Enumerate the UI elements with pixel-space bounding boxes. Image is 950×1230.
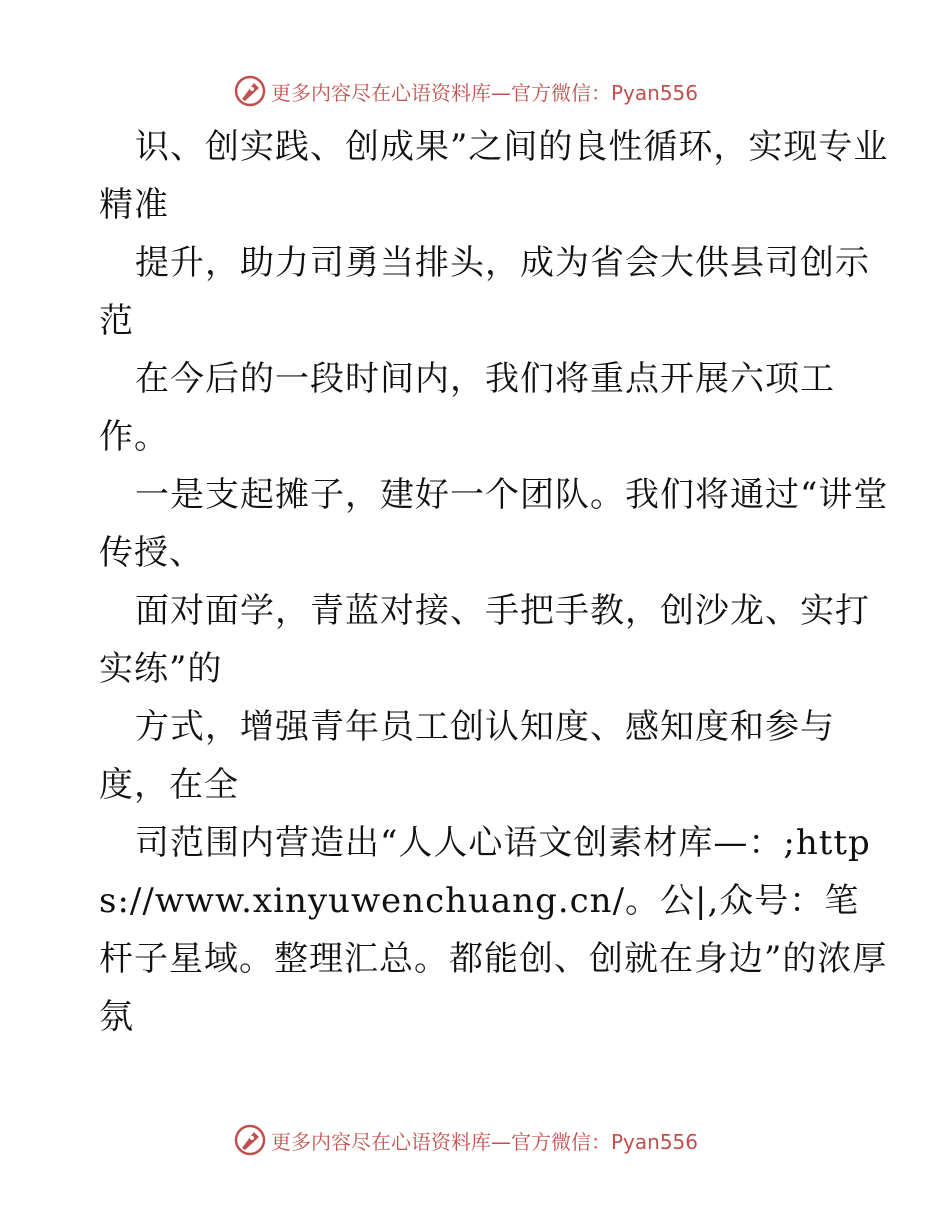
paragraph: 识、创实践、创成果”之间的良性循环，实现专业精准 bbox=[99, 127, 889, 225]
paragraph: 方式，增强青年员工创认知度、感知度和参与度，在全 bbox=[99, 707, 835, 805]
footer-banner bbox=[233, 1120, 698, 1160]
pen-nib-logo-icon bbox=[233, 74, 267, 108]
document-body bbox=[99, 118, 889, 1046]
paragraph: 在今后的一段时间内，我们将重点开展六项工作。 bbox=[99, 359, 835, 457]
header-banner-text: 更多内容尽在心语资料库—官方微信：Pyan556 bbox=[271, 80, 699, 105]
paragraph: 一是支起摊子，建好一个团队。我们将通过“讲堂传授、 bbox=[99, 475, 889, 573]
pen-nib-logo-icon bbox=[233, 1123, 267, 1157]
paragraph: 司范围内营造出“人人心语文创素材库—：;https://www.xinyuwenchuang.cn/。公|,众号：笔杆子星域。整理汇总。都能创、创就在身边”的浓厚氛 bbox=[99, 823, 888, 1037]
header-banner bbox=[233, 71, 698, 111]
paragraph: 面对面学，青蓝对接、手把手教，创沙龙、实打实练”的 bbox=[99, 591, 870, 689]
paragraph: 提升，助力司勇当排头，成为省会大供县司创示范 bbox=[99, 243, 870, 341]
footer-banner-text: 更多内容尽在心语资料库—官方微信：Pyan556 bbox=[271, 1129, 699, 1154]
